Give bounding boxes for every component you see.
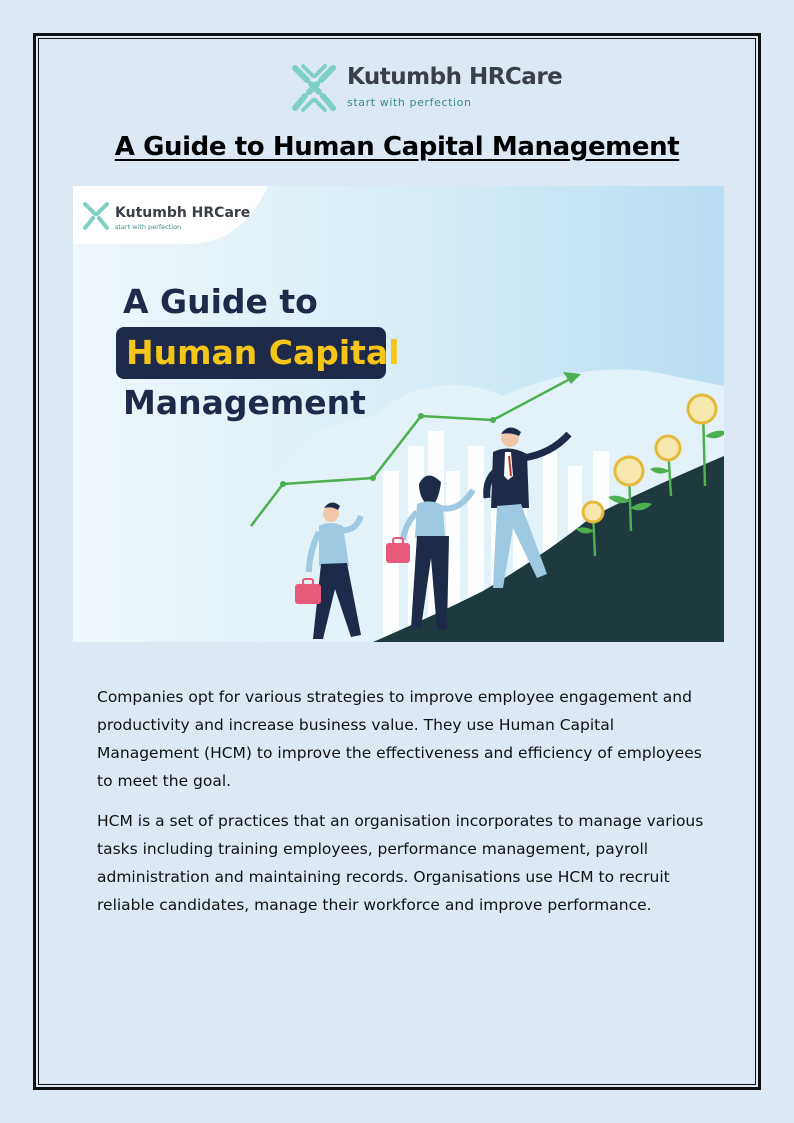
paragraph-intro: Companies opt for various strategies to improve employee engagement and productivity and increase business value. They use Human Capital Management (HCM) to improve the effectiveness and efficiency of employees to meet the goal. (97, 688, 702, 790)
brand-logo (289, 60, 569, 116)
article-body (97, 683, 707, 931)
banner-logo-name: Kutumbh HRCare (115, 205, 251, 221)
banner-heading-highlight: Human Capital (126, 333, 400, 372)
banner-heading-line3: Management (123, 383, 366, 422)
paragraph-definition: HCM is a set of practices that an organisation incorporates to manage various tasks including training employees, performance management, payroll administration and maintaining records. Organisations use HCM to recruit reliable candidates, manage their workforce and improve performance. (97, 812, 704, 914)
brand-name: Kutumbh HRCare (347, 64, 563, 90)
hero-banner-image (73, 186, 724, 642)
banner-logo-tagline: start with perfection (115, 223, 182, 231)
brand-tagline: start with perfection (347, 96, 472, 109)
banner-heading-line1: A Guide to (123, 282, 318, 321)
kutumbh-knot-icon (289, 62, 339, 114)
page-title: A Guide to Human Capital Management (114, 132, 680, 162)
